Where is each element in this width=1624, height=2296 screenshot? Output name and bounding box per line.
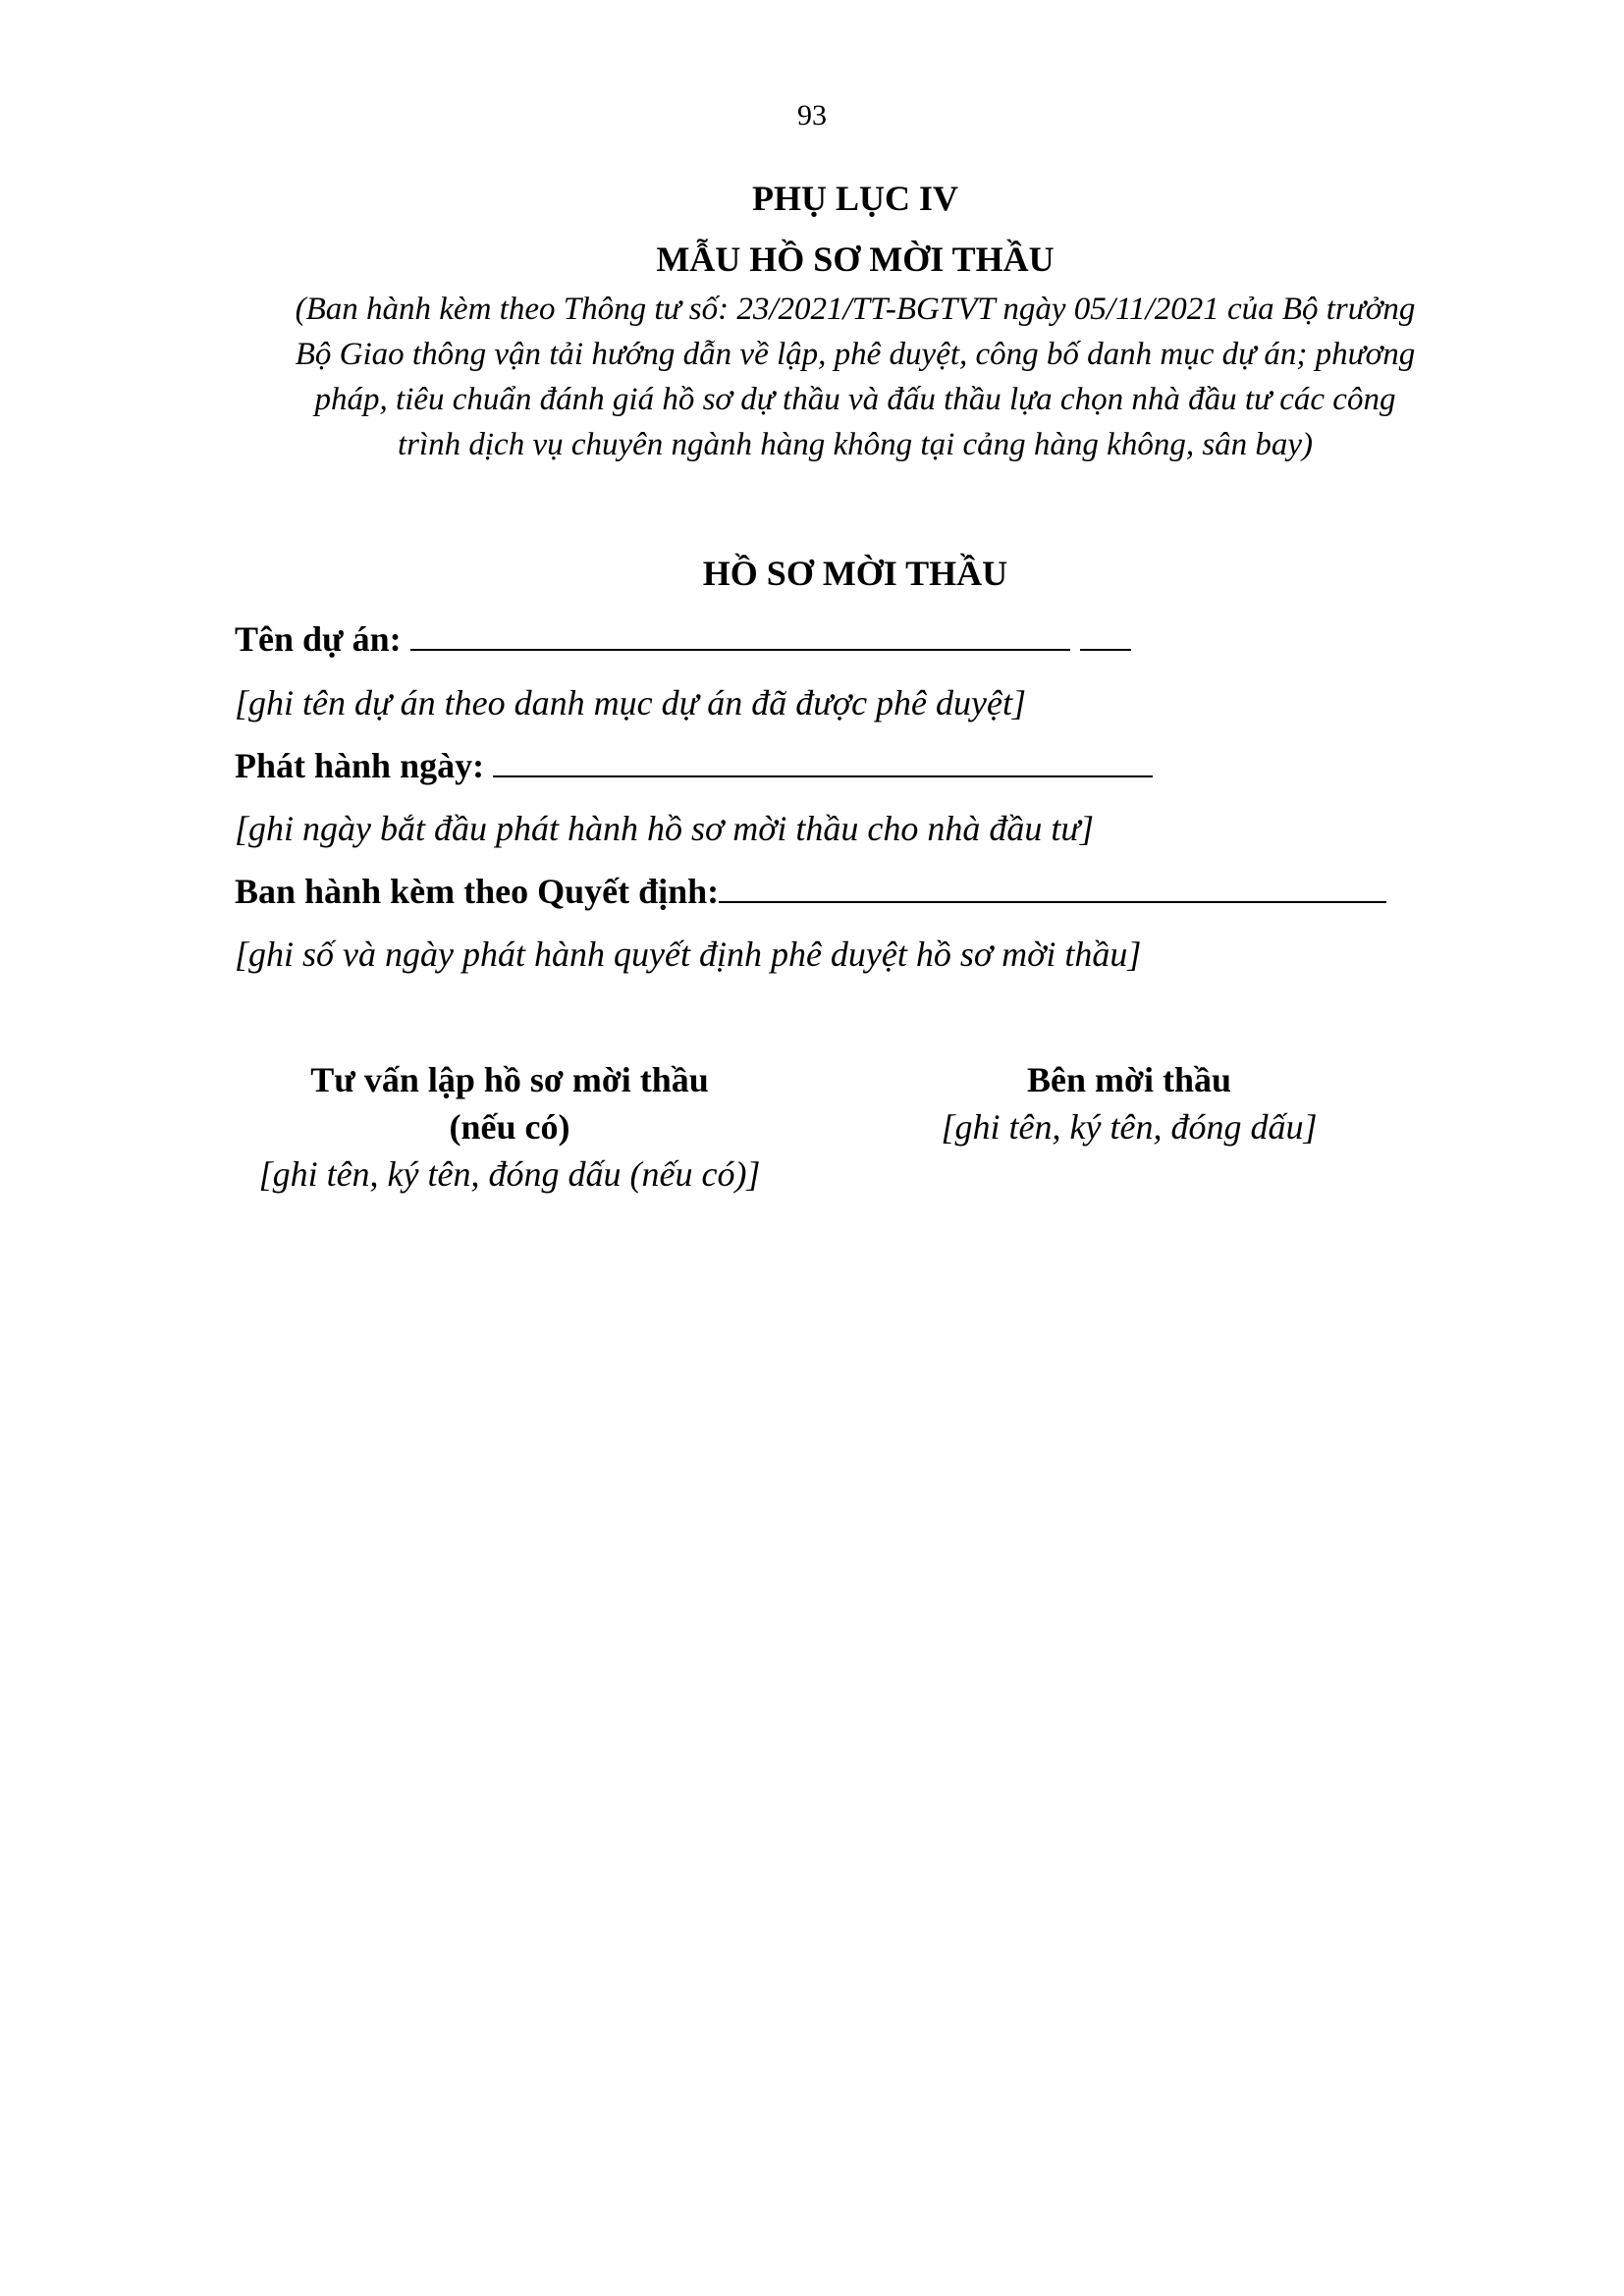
consultant-signature-block — [215, 1056, 804, 1198]
issuance-note-line: (Ban hành kèm theo Thông tư số: 23/2021/TT-BGTVT ngày 05/11/2021 của Bộ trưởng — [295, 292, 1416, 327]
inviter-signature-block — [874, 1056, 1384, 1150]
document-heading: HỒ SƠ MỜI THẦU — [702, 554, 1008, 593]
consultant-subtitle: (nếu có) — [449, 1107, 570, 1147]
issue-date-blank[interactable] — [493, 742, 1153, 777]
issuance-note-line: pháp, tiêu chuẩn đánh giá hồ sơ dự thầu và đấu thầu lựa chọn nhà đầu tư các công — [314, 382, 1396, 417]
decision-label: Ban hành kèm theo Quyết định: — [235, 872, 720, 911]
inviter-note: [ghi tên, ký tên, đóng dấu] — [941, 1107, 1318, 1147]
appendix-label: PHỤ LỤC IV — [751, 179, 958, 218]
consultant-title: Tư vấn lập hồ sơ mời thầu — [310, 1060, 709, 1099]
page-number: 93 — [797, 99, 827, 132]
project-name-field — [235, 615, 1131, 663]
issue-date-hint: [ghi ngày bắt đầu phát hành hồ sơ mời thầu cho nhà đầu tư] — [235, 809, 1095, 848]
project-name-blank[interactable] — [410, 615, 1070, 651]
project-name-hint: [ghi tên dự án theo danh mục dự án đã được phê duyệt] — [235, 683, 1026, 722]
decision-hint: [ghi số và ngày phát hành quyết định phê duyệt hồ sơ mời thầu] — [235, 934, 1142, 974]
form-title: MẪU HỒ SƠ MỜI THẦU — [656, 240, 1055, 279]
issuance-note — [232, 287, 1479, 467]
decision-field — [235, 868, 1386, 915]
issue-date-field — [235, 742, 1153, 789]
issuance-note-line: Bộ Giao thông vận tải hướng dẫn về lập, phê duyệt, công bố danh mục dự án; phương — [295, 337, 1416, 372]
inviter-title: Bên mời thầu — [1027, 1060, 1231, 1099]
issue-date-label: Phát hành ngày: — [235, 746, 494, 785]
project-name-label: Tên dự án: — [235, 619, 410, 659]
consultant-note: [ghi tên, ký tên, đóng dấu (nếu có)] — [258, 1154, 761, 1194]
issuance-note-line: trình dịch vụ chuyên ngành hàng không tại cảng hàng không, sân bay) — [397, 427, 1314, 462]
decision-blank[interactable] — [719, 868, 1386, 903]
project-name-blank-extra[interactable] — [1080, 615, 1131, 651]
